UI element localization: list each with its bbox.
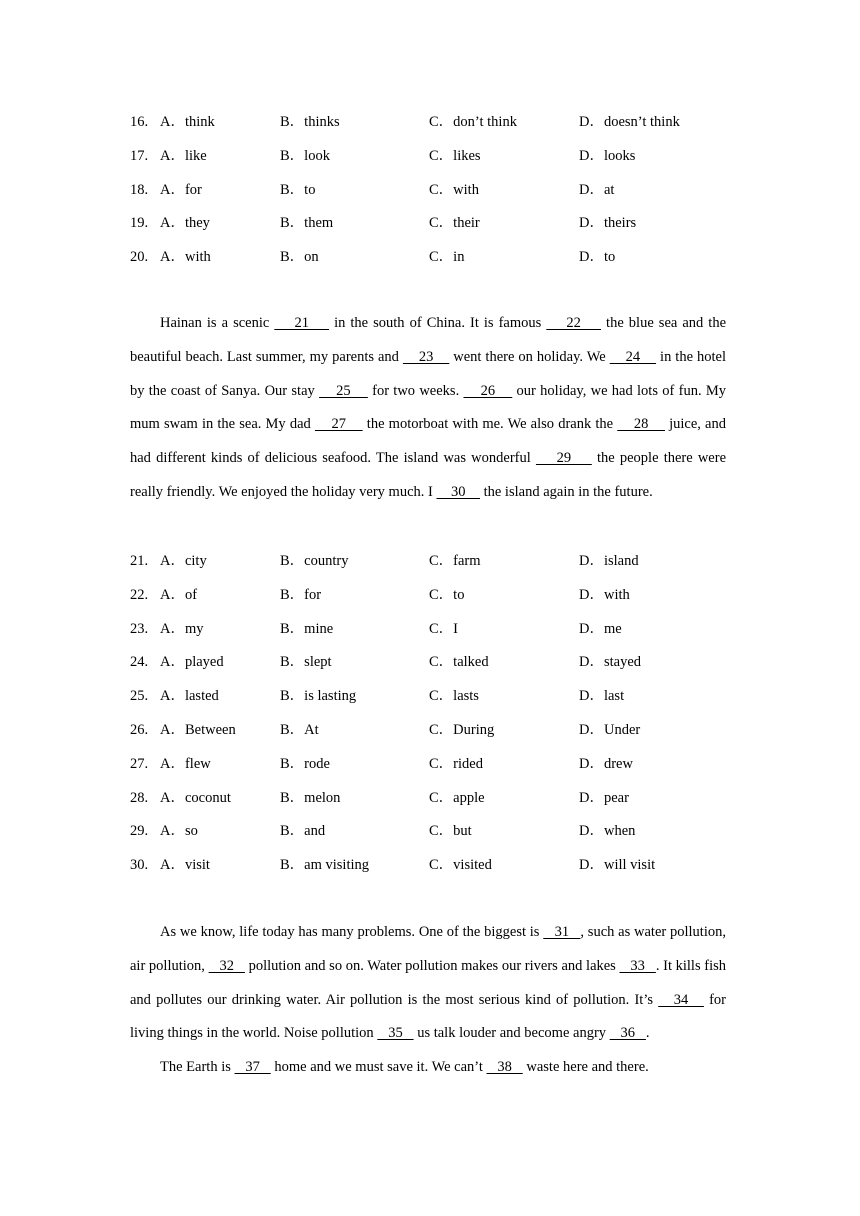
option-a: A．lasted [160, 688, 219, 705]
question-row [130, 247, 770, 281]
passage-hainan-text [130, 307, 726, 510]
answer-blank: 27 [314, 416, 363, 433]
passage-text: pollution and so on. Water pollution makes our rivers and lakes [244, 957, 620, 974]
passage-hainan [130, 307, 726, 510]
option-a: A．Between [160, 721, 236, 738]
question-number: 30. [130, 857, 149, 874]
question-row [130, 551, 770, 585]
option-b: B．melon [280, 789, 341, 806]
option-b: B．on [280, 249, 319, 266]
option-d: D．at [579, 181, 615, 198]
option-c: C．visited [429, 857, 492, 874]
question-row [130, 855, 770, 889]
passage-text: the people there were really friendly. We enjoyed the holiday very much. I [130, 450, 727, 500]
question-number: 18. [130, 181, 149, 198]
option-c: C．with [429, 181, 479, 198]
option-c: C．their [429, 215, 480, 232]
answer-blank: 32 [208, 957, 245, 974]
option-c: C．likes [429, 147, 481, 164]
option-d: D．me [579, 620, 622, 637]
option-c: C．to [429, 586, 465, 603]
question-row [130, 788, 770, 822]
question-row [130, 652, 770, 686]
option-a: A．they [160, 215, 210, 232]
option-c: C．During [429, 721, 495, 738]
answer-blank: 37 [234, 1059, 271, 1076]
answer-blank: 35 [377, 1025, 414, 1042]
passage-text: juice, and had different kinds of delicious seafood. The island was wonderful [130, 416, 726, 467]
option-c: C．farm [429, 553, 481, 569]
option-d: D．will visit [579, 857, 656, 874]
option-c: C．apple [429, 789, 485, 806]
option-b: B．for [280, 586, 322, 603]
options-group-16-20 [130, 112, 770, 281]
passage-pollution [130, 916, 726, 1085]
option-d: D．with [579, 586, 630, 603]
option-d: D．to [579, 249, 616, 266]
question-number: 17. [130, 147, 149, 164]
passage-text: . It kills fish and pollutes our drinking water. Air pollution is the most serious kind of pollution. It’s [130, 957, 727, 1008]
question-number: 23. [130, 620, 149, 637]
answer-blank: 21 [274, 315, 330, 331]
option-b: B．mine [280, 620, 334, 637]
passage-text: the island again in the future. [479, 483, 653, 500]
passage-text: in the hotel by the coast of Sanya. Our stay [130, 348, 726, 399]
answer-blank: 31 [543, 924, 581, 940]
question-number: 26. [130, 721, 149, 738]
option-b: B．to [280, 181, 316, 198]
option-b: B．country [280, 553, 349, 569]
passage-text: Hainan is a scenic [160, 315, 275, 331]
passage-text: the motorboat with me. We also drank the [362, 416, 618, 433]
option-b: B．and [280, 823, 326, 840]
passage-text: The Earth is [160, 1059, 235, 1076]
passage-text: for living things in the world. Noise pollution [130, 991, 726, 1042]
passage-pollution-p2 [130, 1051, 726, 1085]
option-c: C．but [429, 823, 472, 840]
passage-text: waste here and there. [522, 1059, 649, 1076]
option-a: A．played [160, 654, 224, 671]
option-d: D．stayed [579, 654, 642, 671]
question-number: 28. [130, 789, 149, 806]
question-number: 16. [130, 114, 149, 130]
option-a: A．like [160, 147, 207, 164]
option-c: C．in [429, 249, 465, 266]
option-a: A．think [160, 114, 215, 130]
option-b: B．look [280, 147, 330, 164]
option-d: D．drew [579, 755, 633, 772]
option-b: B．them [280, 215, 334, 232]
option-a: A．with [160, 249, 211, 266]
answer-blank: 28 [617, 416, 665, 433]
answer-blank: 30 [436, 483, 480, 500]
option-c: C．talked [429, 654, 489, 671]
option-c: C．I [429, 620, 458, 637]
passage-text: for two weeks. [367, 382, 464, 399]
option-d: D．doesn’t think [579, 114, 680, 130]
option-a: A．flew [160, 755, 211, 772]
question-number: 25. [130, 688, 149, 705]
option-c: C．don’t think [429, 114, 517, 130]
answer-blank: 22 [546, 315, 602, 331]
option-c: C．lasts [429, 688, 479, 705]
question-row [130, 754, 770, 788]
question-row [130, 112, 770, 146]
option-d: D．last [579, 688, 625, 705]
option-a: A．my [160, 620, 204, 637]
option-a: A．visit [160, 857, 210, 874]
option-a: A．for [160, 181, 202, 198]
option-b: B．At [280, 721, 319, 738]
option-b: B．is lasting [280, 688, 357, 705]
passage-text: us talk louder and become angry [413, 1025, 610, 1042]
answer-blank: 38 [486, 1059, 523, 1076]
option-a: A．so [160, 823, 198, 840]
question-number: 22. [130, 586, 149, 603]
options-group-21-30 [130, 551, 770, 889]
question-row [130, 213, 770, 247]
option-d: D．when [579, 823, 636, 840]
option-b: B．am visiting [280, 857, 370, 874]
option-a: A．city [160, 553, 207, 569]
option-b: B．slept [280, 654, 332, 671]
answer-blank: 33 [619, 957, 656, 974]
question-row [130, 821, 770, 855]
passage-text: . [645, 1025, 650, 1042]
option-b: B．thinks [280, 114, 340, 130]
question-number: 24. [130, 654, 149, 671]
option-d: D．Under [579, 721, 641, 738]
question-number: 29. [130, 823, 149, 840]
answer-blank: 25 [319, 382, 368, 399]
option-c: C．rided [429, 755, 483, 772]
question-number: 27. [130, 755, 149, 772]
option-b: B．rode [280, 755, 330, 772]
question-row [130, 619, 770, 653]
option-d: D．theirs [579, 215, 637, 232]
answer-blank: 36 [609, 1025, 646, 1042]
passage-text: the blue sea and the beautiful beach. Last summer, my parents and [130, 315, 727, 365]
passage-text: went there on holiday. We [449, 348, 610, 365]
question-number: 19. [130, 215, 149, 232]
question-row [130, 720, 770, 754]
answer-blank: 24 [609, 348, 657, 365]
question-row [130, 585, 770, 619]
question-row [130, 146, 770, 180]
answer-blank: 34 [658, 991, 704, 1008]
option-a: A．coconut [160, 789, 231, 806]
question-number: 21. [130, 553, 149, 569]
option-a: A．of [160, 586, 198, 603]
option-d: D．island [579, 553, 639, 569]
passage-text: home and we must save it. We can’t [270, 1059, 487, 1076]
passage-text: our holiday, we had lots of fun. My mum swam in the sea. My dad [130, 382, 727, 433]
answer-blank: 26 [463, 382, 513, 399]
passage-text: As we know, life today has many problems. One of the biggest is [160, 924, 544, 940]
answer-blank: 29 [535, 450, 592, 467]
passage-text: , such as water pollution, air pollution, [130, 924, 726, 974]
option-d: D．looks [579, 147, 636, 164]
question-row [130, 686, 770, 720]
option-d: D．pear [579, 789, 629, 806]
question-number: 20. [130, 249, 149, 266]
passage-pollution-p1 [130, 916, 726, 1051]
answer-blank: 23 [402, 348, 450, 365]
question-row [130, 180, 770, 214]
passage-text: in the south of China. It is famous [329, 315, 547, 331]
